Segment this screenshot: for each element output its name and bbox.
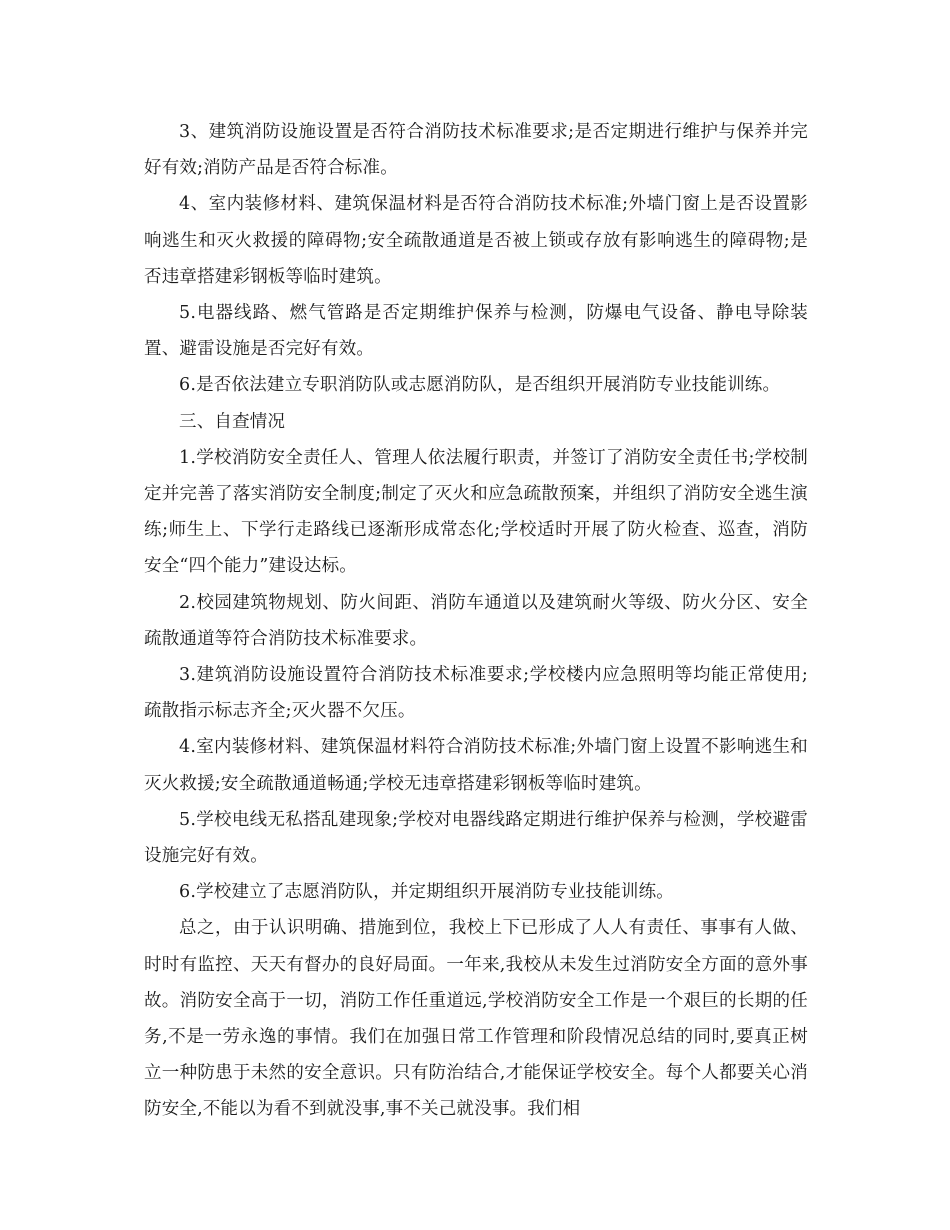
paragraph-item-6-fire-brigade: 6.是否依法建立专职消防队或志愿消防队，是否组织开展消防专业技能训练。 — [179, 375, 781, 396]
paragraph-result-5-electrical: 5.学校电线无私搭乱建现象;学校对电器线路定期进行维护保养与检测，学校避雷设施完好有效。 — [144, 809, 808, 867]
section-heading-self-inspection: 三、自查情况 — [179, 411, 286, 432]
paragraph-result-3-facilities: 3.建筑消防设施设置符合消防技术标准要求;学校楼内应急照明等均能正常使用;疏散指示标志齐全;灭火器不欠压。 — [144, 665, 808, 722]
paragraph-result-6-fire-brigade: 6.学校建立了志愿消防队，并定期组织开展消防专业技能训练。 — [179, 882, 674, 903]
paragraph-item-3-facilities: 3、建筑消防设施设置是否符合消防技术标准要求;是否定期进行维护与保养并完好有效;消防产品是否符合标准。 — [144, 122, 808, 179]
document-body — [144, 114, 808, 1128]
paragraph-result-2-planning: 2.校园建筑物规划、防火间距、消防车通道以及建筑耐火等级、防火分区、安全疏散通道等符合消防技术标准要求。 — [144, 592, 808, 649]
paragraph-item-4-materials: 4、室内装修材料、建筑保温材料是否符合消防技术标准;外墙门窗上是否设置影响逃生和灭火救援的障碍物;安全疏散通道是否被上锁或存放有影响逃生的障碍物;是否违章搭建彩钢板等临时建筑。 — [144, 194, 808, 287]
paragraph-item-5-electrical: 5.电器线路、燃气管路是否定期维护保养与检测，防爆电气设备、静电导除装置、避雷设施是否完好有效。 — [144, 303, 808, 360]
paragraph-result-4-materials: 4.室内装修材料、建筑保温材料符合消防技术标准;外墙门窗上设置不影响逃生和灭火救援;安全疏散通道畅通;学校无违章搭建彩钢板等临时建筑。 — [144, 737, 808, 794]
paragraph-conclusion: 总之，由于认识明确、措施到位，我校上下已形成了人人有责任、事事有人做、时时有监控、天天有督办的良好局面。一年来,我校从未发生过消防安全方面的意外事故。消防安全高于一切，消防工作任重道远,学校消防安全工作是一个艰巨的长期的任务,不是一劳永逸的事情。我们在加强日常工作管理和阶段情况总结的同时,要真正树立一种防患于未然的安全意识。只有防治结合,才能保证学校安全。每个人都要关心消防安全,不能以为看不到就没事,事不关己就没事。我们相 — [144, 918, 808, 1120]
paragraph-result-1-responsibility: 1.学校消防安全责任人、管理人依法履行职责，并签订了消防安全责任书;学校制定并完善了落实消防安全制度;制定了灭火和应急疏散预案，并组织了消防安全逃生演练;师生上、下学行走路线已逐渐形成常态化;学校适时开展了防火检查、巡查，消防安全“四个能力”建设达标。 — [144, 447, 808, 577]
